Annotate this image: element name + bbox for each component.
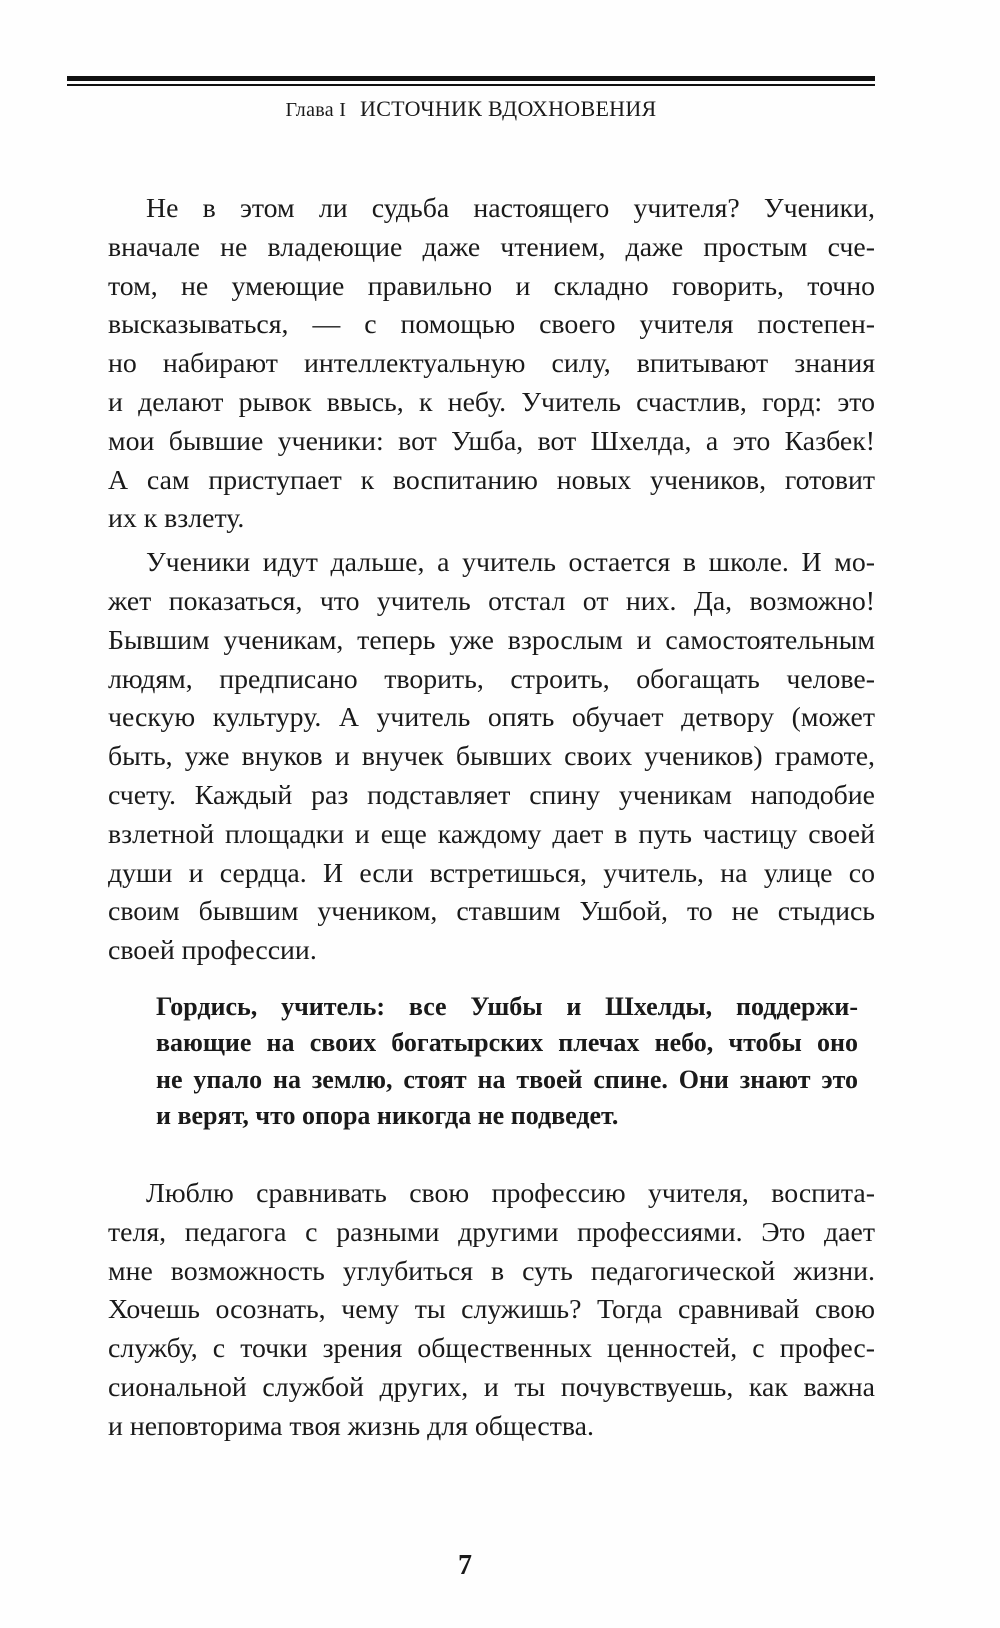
quote-line: Гордись, учитель: все Ушбы и Шхелды, поддержи- xyxy=(156,991,858,1021)
paragraph-3 xyxy=(70,1175,875,1447)
text-line: вначале не владеющие даже чтением, даже простым сче- xyxy=(108,231,875,263)
running-head xyxy=(67,96,875,122)
header-rule-thick xyxy=(67,76,875,81)
chapter-label: Глава I xyxy=(285,99,347,121)
text-line: жет показаться, что учитель отстал от них. Да, возможно! xyxy=(108,585,875,617)
text-line: и неповторима твоя жизнь для общества. xyxy=(108,1410,594,1442)
text-line: взлетной площадки и еще каждому дает в путь частицу своей xyxy=(108,818,875,850)
text-line: высказываться, — с помощью своего учителя постепен- xyxy=(108,309,875,341)
text-line: ческую культуру. А учитель опять обучает детвору (может xyxy=(108,702,875,734)
paragraph-2 xyxy=(70,544,875,971)
text-line: Ученики идут дальше, а учитель остается в школе. И мо- xyxy=(146,547,875,579)
text-line: и делают рывок ввысь, к небу. Учитель счастлив, горд: это xyxy=(108,386,875,418)
quote-line: и верят, что опора никогда не подведет. xyxy=(156,1101,619,1131)
text-line: души и сердца. И если встретишься, учитель, на улице со xyxy=(108,857,875,889)
text-line: но набирают интеллектуальную силу, впитывают знания xyxy=(108,348,875,380)
quote-line: вающие на своих богатырских плечах небо, чтобы оно xyxy=(156,1028,858,1058)
text-line: службу, с точки зрения общественных ценностей, с профес- xyxy=(108,1333,875,1365)
chapter-title: ИСТОЧНИК ВДОХНОВЕНИЯ xyxy=(360,96,657,121)
text-line: А сам приступает к воспитанию новых учеников, готовит xyxy=(108,464,875,496)
paragraph-1 xyxy=(70,190,875,539)
text-line: быть, уже внуков и внучек бывших своих учеников) грамоте, xyxy=(108,741,875,773)
text-line: счету. Каждый раз подставляет спину ученикам наподобие xyxy=(108,779,875,811)
page-body xyxy=(70,190,875,1447)
text-line: Не в этом ли судьба настоящего учителя? Ученики, xyxy=(146,193,875,224)
text-line: мои бывшие ученики: вот Ушба, вот Шхелда, а это Казбек! xyxy=(108,425,875,457)
page-number: 7 xyxy=(458,1550,472,1581)
text-line: Хочешь осознать, чему ты служишь? Тогда сравнивай свою xyxy=(108,1294,875,1326)
text-line: мне возможность углубиться в суть педагогической жизни. xyxy=(108,1255,875,1287)
text-line: теля, педагога с разными другими профессиями. Это дает xyxy=(108,1216,875,1248)
text-line: том, не умеющие правильно и складно говорить, точно xyxy=(108,270,875,302)
text-line: их к взлету. xyxy=(108,503,245,535)
text-line: людям, предписано творить, строить, обогащать челове- xyxy=(108,663,875,695)
text-line: Бывшим ученикам, теперь уже взрослым и самостоятельным xyxy=(108,624,875,656)
quote-line: не упало на землю, стоят на твоей спине. Они знают это xyxy=(156,1064,858,1094)
text-line: своей профессии. xyxy=(108,935,317,967)
highlighted-quote xyxy=(118,989,858,1135)
header-rule-thin xyxy=(67,84,875,86)
text-line: своим бывшим учеником, ставшим Ушбой, то не стыдись xyxy=(108,896,875,928)
text-line: сиональной службой других, и ты почувствуешь, как важна xyxy=(108,1371,875,1403)
text-line: Люблю сравнивать свою профессию учителя, воспита- xyxy=(146,1177,875,1209)
